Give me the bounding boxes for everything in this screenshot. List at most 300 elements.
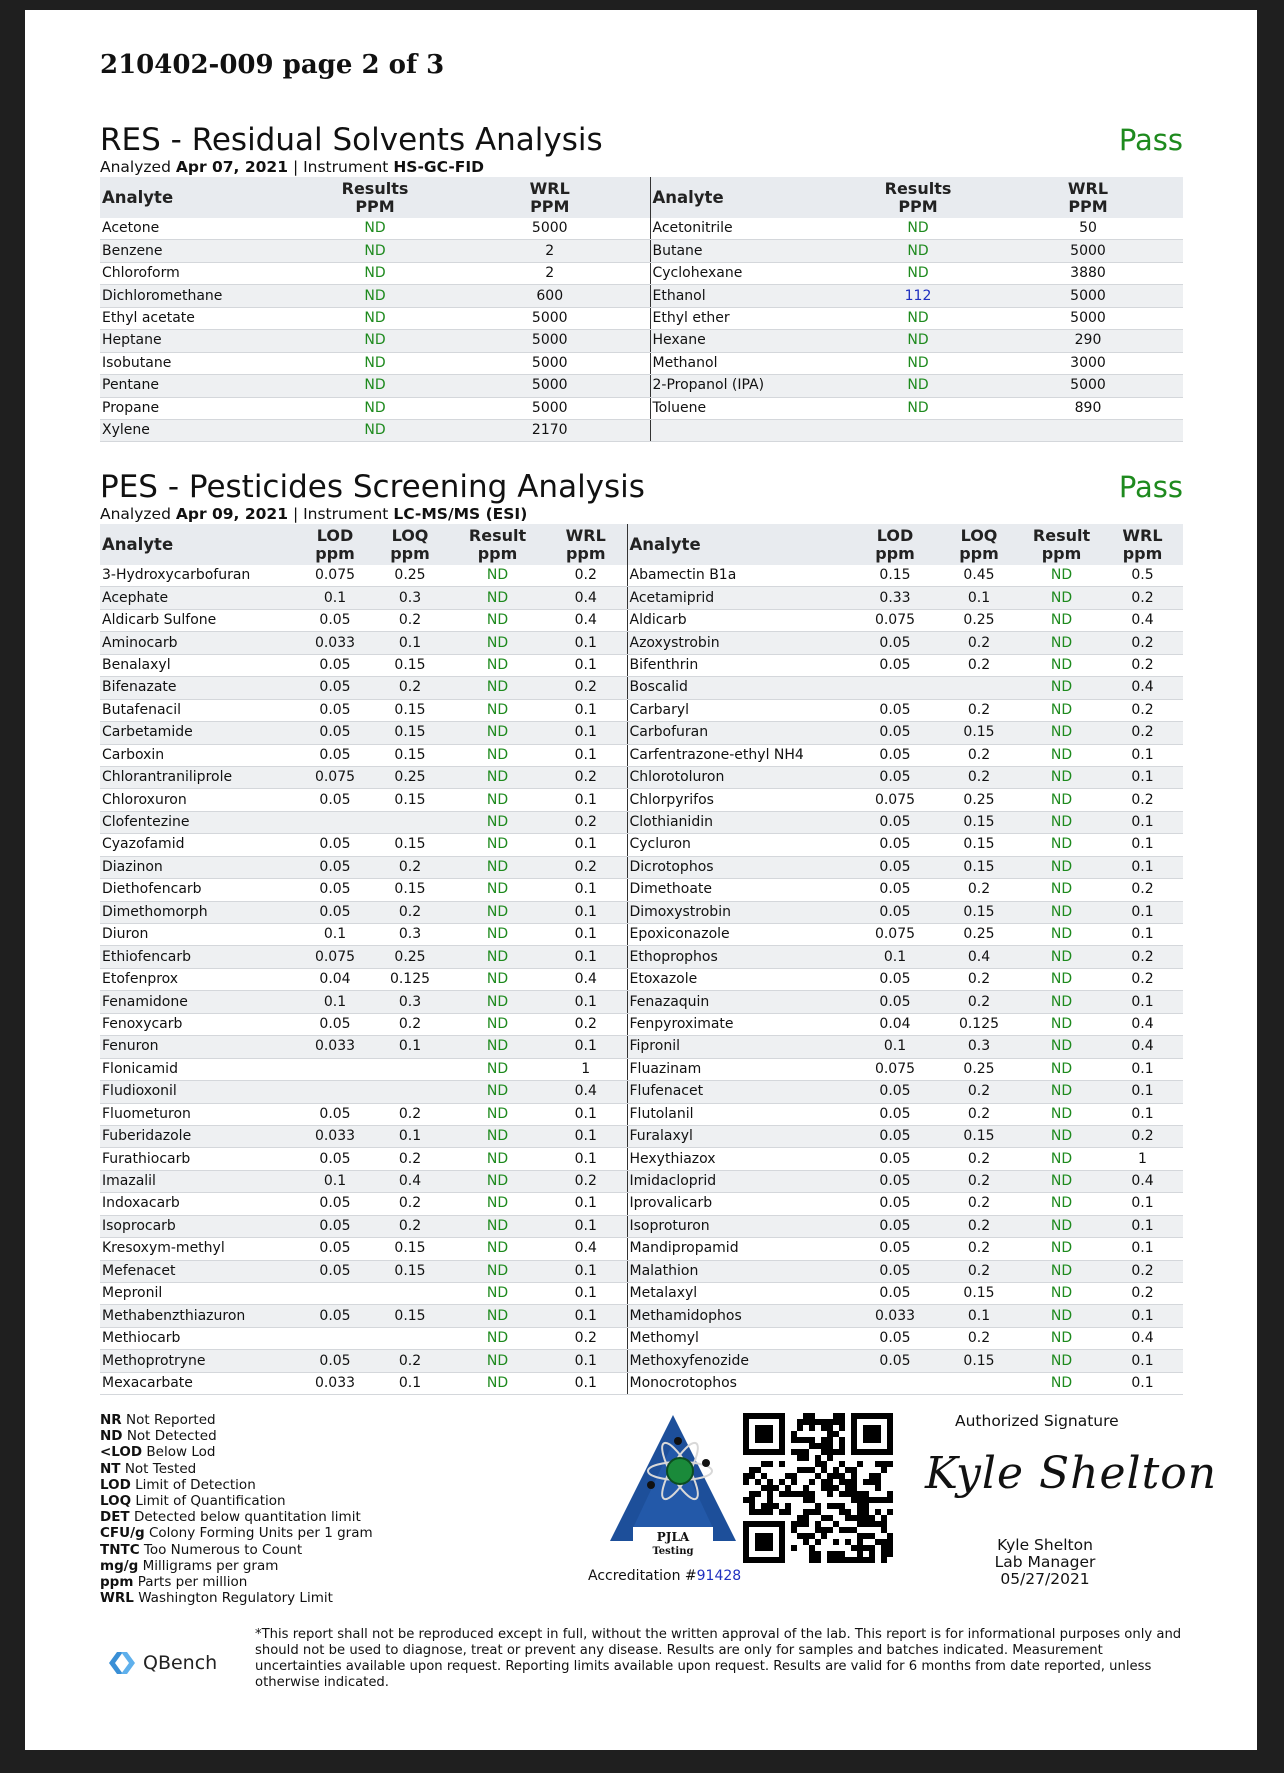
lod-value: 0.04: [300, 968, 370, 990]
loq-value: 0.2: [370, 901, 450, 923]
analyte-name: Methanol: [650, 352, 843, 374]
legend-definition: Not Reported: [126, 1412, 216, 1428]
wrl-value: 5000: [993, 307, 1183, 329]
wrl-value: 0.4: [1102, 1170, 1183, 1192]
wrl-value: 0.1: [1102, 766, 1183, 788]
res-analyzed-label: Analyzed: [100, 158, 171, 176]
result-value: ND: [843, 218, 993, 240]
loq-value: 0.2: [370, 609, 450, 631]
analyte-name: Etofenprox: [100, 968, 300, 990]
lod-value: 0.05: [300, 901, 370, 923]
loq-value: 0.4: [370, 1170, 450, 1192]
pes-header-result: Result ppm: [450, 524, 545, 565]
loq-value: 0.25: [937, 1058, 1021, 1080]
analyte-name: Boscalid: [627, 677, 853, 699]
pes-table-row: [100, 1283, 1183, 1305]
res-table-row: [100, 307, 1183, 329]
analyte-name: Methamidophos: [627, 1305, 853, 1327]
pes-table-body: [100, 565, 1183, 1395]
legend-abbreviation: ND: [100, 1428, 123, 1445]
lod-value: 0.05: [853, 1327, 937, 1349]
wrl-value: 0.2: [545, 1170, 627, 1192]
loq-value: 0.15: [370, 744, 450, 766]
analyte-name: Ethoprophos: [627, 946, 853, 968]
wrl-value: 0.1: [1102, 1215, 1183, 1237]
result-value: ND: [1021, 1013, 1102, 1035]
pes-analyzed-label: Analyzed: [100, 505, 171, 523]
analyte-name: Dichloromethane: [100, 285, 300, 307]
analyte-name: Propane: [100, 397, 300, 419]
legend-abbreviation: ppm: [100, 1574, 134, 1591]
lod-value: 0.05: [300, 834, 370, 856]
result-value: ND: [843, 330, 993, 352]
legend-definition: Colony Forming Units per 1 gram: [148, 1525, 373, 1542]
wrl-value: 3880: [993, 262, 1183, 284]
analyte-name: Fenuron: [100, 1036, 300, 1058]
lod-value: 0.05: [853, 1215, 937, 1237]
analyte-name: Acetamiprid: [627, 587, 853, 609]
lod-value: 0.05: [853, 1081, 937, 1103]
lod-value: 0.05: [853, 766, 937, 788]
result-value: ND: [1021, 587, 1102, 609]
wrl-value: 0.1: [545, 1350, 627, 1372]
lod-value: 0.15: [853, 565, 937, 587]
wrl-value: 0.1: [545, 632, 627, 654]
legend-definition: Not Tested: [124, 1460, 197, 1477]
analyte-name: Methoxyfenozide: [627, 1350, 853, 1372]
analyte-name: Benalaxyl: [100, 654, 300, 676]
res-section-title: RES - Residual Solvents Analysis: [100, 122, 603, 158]
wrl-value: 0.2: [1102, 587, 1183, 609]
wrl-value: 0.1: [545, 879, 627, 901]
analyte-name: Mepronil: [100, 1283, 300, 1305]
lod-value: 0.1: [300, 991, 370, 1013]
wrl-value: 5000: [993, 240, 1183, 262]
analyte-name: Mefenacet: [100, 1260, 300, 1282]
legend-definition: Limit of Detection: [135, 1476, 256, 1493]
pjla-logo-text: PJLA: [656, 1530, 690, 1544]
result-value: ND: [450, 1305, 545, 1327]
signer-role: Lab Manager: [994, 1553, 1096, 1571]
pes-table-row: [100, 968, 1183, 990]
loq-value: 0.2: [370, 1215, 450, 1237]
wrl-value: 0.1: [545, 789, 627, 811]
analyte-name: Bifenthrin: [627, 654, 853, 676]
res-header-results: Results PPM: [300, 177, 450, 218]
analyte-name: Hexythiazox: [627, 1148, 853, 1170]
analyte-name: Ethiofencarb: [100, 946, 300, 968]
result-value: ND: [450, 609, 545, 631]
res-table: [100, 177, 1183, 442]
lod-value: [300, 1283, 370, 1305]
wrl-value: 0.4: [1102, 1327, 1183, 1349]
result-value: ND: [1021, 1327, 1102, 1349]
pes-table-row: [100, 1081, 1183, 1103]
wrl-value: 0.1: [545, 1036, 627, 1058]
result-value: ND: [1021, 968, 1102, 990]
result-value: ND: [1021, 1238, 1102, 1260]
loq-value: 0.3: [370, 924, 450, 946]
analyte-name: Carfentrazone-ethyl NH4: [627, 744, 853, 766]
wrl-value: 0.1: [545, 654, 627, 676]
analyte-name: Chloroform: [100, 262, 300, 284]
loq-value: 0.125: [937, 1013, 1021, 1035]
result-value: ND: [300, 218, 450, 240]
signature-date: 05/27/2021: [1000, 1570, 1090, 1588]
pes-table-row: [100, 1125, 1183, 1147]
analyte-name: Kresoxym-methyl: [100, 1238, 300, 1260]
report-title: 210402-009 page 2 of 3: [100, 50, 445, 80]
result-value: ND: [1021, 856, 1102, 878]
loq-value: 0.2: [937, 1170, 1021, 1192]
analyte-name: Monocrotophos: [627, 1372, 853, 1394]
legend-abbreviation: DET: [100, 1509, 130, 1526]
loq-value: 0.2: [937, 1193, 1021, 1215]
loq-value: 0.2: [937, 1215, 1021, 1237]
lod-value: 0.05: [300, 1215, 370, 1237]
legend-item: [100, 1590, 373, 1606]
wrl-value: 0.2: [1102, 699, 1183, 721]
pes-table-row: [100, 1103, 1183, 1125]
analyte-name: Xylene: [100, 419, 300, 441]
analyte-name: Methomyl: [627, 1327, 853, 1349]
wrl-value: 0.4: [545, 1238, 627, 1260]
loq-value: [370, 1058, 450, 1080]
analyte-name: Ethanol: [650, 285, 843, 307]
disclaimer-text: *This report shall not be reproduced except in full, without the written approval of the lab. This report is for informational purposes only and should not be used to diagnose, treat or prevent any disease. Results are only for samples and batches indicated. Measurement uncertainties available upon request. Reporting limits available upon request. Results are valid for 6 months from date reported, unless otherwise indicated.: [255, 1627, 1182, 1690]
analyte-name: Furalaxyl: [627, 1125, 853, 1147]
result-value: ND: [843, 262, 993, 284]
legend-abbreviation: NR: [100, 1412, 122, 1428]
analyte-name: Diethofencarb: [100, 879, 300, 901]
loq-value: 0.15: [370, 722, 450, 744]
result-value: ND: [1021, 1036, 1102, 1058]
loq-value: 0.15: [370, 1238, 450, 1260]
wrl-value: 0.1: [545, 699, 627, 721]
wrl-value: 0.1: [1102, 1058, 1183, 1080]
loq-value: 0.1: [370, 1036, 450, 1058]
result-value: ND: [450, 1350, 545, 1372]
analyte-name: Chlorotoluron: [627, 766, 853, 788]
result-value: ND: [450, 789, 545, 811]
pes-header-loq-right: LOQ ppm: [937, 524, 1021, 565]
pes-table-row: [100, 1215, 1183, 1237]
lod-value: 0.1: [300, 1170, 370, 1192]
qr-code[interactable]: [743, 1413, 893, 1563]
loq-value: 0.2: [937, 879, 1021, 901]
loq-value: 0.15: [937, 1283, 1021, 1305]
wrl-value: 5000: [450, 307, 650, 329]
res-table-row: [100, 330, 1183, 352]
analyte-name: Mandipropamid: [627, 1238, 853, 1260]
lod-value: 0.05: [300, 609, 370, 631]
loq-value: 0.2: [937, 1103, 1021, 1125]
loq-value: 0.2: [370, 1148, 450, 1170]
result-value: ND: [450, 677, 545, 699]
wrl-value: 2: [450, 262, 650, 284]
wrl-value: 5000: [993, 285, 1183, 307]
result-value: ND: [450, 1215, 545, 1237]
result-value: ND: [300, 307, 450, 329]
lod-value: 0.05: [300, 677, 370, 699]
analyte-name: Malathion: [627, 1260, 853, 1282]
result-value: ND: [1021, 1193, 1102, 1215]
result-value: ND: [1021, 901, 1102, 923]
result-value: ND: [1021, 766, 1102, 788]
analyte-name: Dimethoate: [627, 879, 853, 901]
lod-value: 0.05: [300, 722, 370, 744]
analyte-name: Iprovalicarb: [627, 1193, 853, 1215]
result-value: ND: [1021, 924, 1102, 946]
lod-value: 0.05: [853, 856, 937, 878]
analyte-name: 2-Propanol (IPA): [650, 375, 843, 397]
lod-value: [300, 1327, 370, 1349]
analyte-name: Aldicarb Sulfone: [100, 609, 300, 631]
pes-header-analyte-right: Analyte: [627, 524, 853, 565]
lod-value: 0.1: [300, 587, 370, 609]
result-value: ND: [1021, 789, 1102, 811]
pjla-logo-subtext: Testing: [652, 1546, 694, 1557]
loq-value: 0.25: [370, 565, 450, 587]
result-value: ND: [1021, 1215, 1102, 1237]
res-instrument: HS-GC-FID: [393, 158, 484, 176]
lod-value: 0.05: [300, 856, 370, 878]
res-table-row: [100, 218, 1183, 240]
pes-table-row: [100, 1350, 1183, 1372]
result-value: ND: [1021, 879, 1102, 901]
res-table-row: [100, 419, 1183, 441]
result-value: ND: [450, 1260, 545, 1282]
res-table-row: [100, 240, 1183, 262]
legend-item: [100, 1525, 373, 1541]
accreditation-number: Accreditation #91428: [588, 1568, 742, 1584]
pes-table-row: [100, 811, 1183, 833]
analyte-name: Cyazofamid: [100, 834, 300, 856]
result-value: ND: [450, 722, 545, 744]
analyte-name: Fipronil: [627, 1036, 853, 1058]
analyte-name: [650, 419, 843, 441]
signer-name: Kyle Shelton: [997, 1536, 1093, 1554]
pes-table-row: [100, 1238, 1183, 1260]
lod-value: 0.05: [853, 811, 937, 833]
loq-value: 0.15: [370, 834, 450, 856]
pes-table-row: [100, 1372, 1183, 1394]
res-table-row: [100, 375, 1183, 397]
wrl-value: 0.1: [545, 1260, 627, 1282]
pes-table-row: [100, 609, 1183, 631]
pes-table-row: [100, 1058, 1183, 1080]
lod-value: 0.05: [853, 879, 937, 901]
pes-table-row: [100, 856, 1183, 878]
analyte-name: Cyclohexane: [650, 262, 843, 284]
analyte-name: Imidacloprid: [627, 1170, 853, 1192]
wrl-value: [993, 419, 1183, 441]
wrl-value: 0.2: [545, 1327, 627, 1349]
wrl-value: 0.1: [545, 1283, 627, 1305]
qbench-logo: [107, 1650, 217, 1676]
lod-value: [300, 1081, 370, 1103]
result-value: ND: [450, 924, 545, 946]
analyte-name: Carboxin: [100, 744, 300, 766]
result-value: ND: [450, 1036, 545, 1058]
pes-table-row: [100, 1036, 1183, 1058]
result-value: ND: [1021, 991, 1102, 1013]
lod-value: [853, 677, 937, 699]
lod-value: 0.05: [300, 1350, 370, 1372]
result-value: ND: [450, 632, 545, 654]
result-value: ND: [450, 1103, 545, 1125]
wrl-value: 0.1: [1102, 744, 1183, 766]
analyte-name: 3-Hydroxycarbofuran: [100, 565, 300, 587]
analyte-name: Fenoxycarb: [100, 1013, 300, 1035]
lod-value: 0.05: [853, 901, 937, 923]
result-value: ND: [300, 240, 450, 262]
loq-value: 0.2: [370, 1193, 450, 1215]
pes-table-row: [100, 722, 1183, 744]
analyte-name: Dimoxystrobin: [627, 901, 853, 923]
loq-value: 0.3: [937, 1036, 1021, 1058]
lod-value: 0.05: [300, 1148, 370, 1170]
pes-table-row: [100, 901, 1183, 923]
res-pass-status: Pass: [1118, 123, 1183, 157]
lod-value: 0.05: [300, 789, 370, 811]
res-table-row: [100, 262, 1183, 284]
wrl-value: 0.1: [545, 1215, 627, 1237]
wrl-value: 3000: [993, 352, 1183, 374]
wrl-value: 50: [993, 218, 1183, 240]
lod-value: 0.033: [300, 1125, 370, 1147]
legend-abbreviation: LOQ: [100, 1493, 132, 1510]
wrl-value: 0.1: [1102, 901, 1183, 923]
analyte-name: Butane: [650, 240, 843, 262]
wrl-value: 0.1: [545, 1305, 627, 1327]
result-value: ND: [1021, 1148, 1102, 1170]
result-value: ND: [1021, 1058, 1102, 1080]
legend-item: [100, 1412, 373, 1428]
analyte-name: Flutolanil: [627, 1103, 853, 1125]
result-value: ND: [843, 397, 993, 419]
lod-value: 0.05: [853, 722, 937, 744]
analyte-name: Bifenazate: [100, 677, 300, 699]
lod-value: 0.033: [300, 632, 370, 654]
res-table-header: [100, 177, 1183, 218]
wrl-value: 2: [450, 240, 650, 262]
result-value: ND: [450, 699, 545, 721]
result-value: ND: [450, 1283, 545, 1305]
lod-value: 0.05: [853, 1238, 937, 1260]
lod-value: 0.05: [853, 1350, 937, 1372]
result-value: ND: [450, 1238, 545, 1260]
loq-value: 0.15: [370, 699, 450, 721]
result-value: ND: [1021, 1372, 1102, 1394]
legend-abbreviation: <LOD: [100, 1444, 143, 1461]
pes-table-row: [100, 1260, 1183, 1282]
wrl-value: 0.1: [545, 1125, 627, 1147]
loq-value: 0.2: [937, 654, 1021, 676]
legend-item: [100, 1558, 373, 1574]
result-value: ND: [450, 991, 545, 1013]
loq-value: 0.2: [370, 1350, 450, 1372]
wrl-value: 1: [545, 1058, 627, 1080]
wrl-value: 0.1: [1102, 1238, 1183, 1260]
loq-value: 0.2: [370, 1103, 450, 1125]
loq-value: 0.1: [370, 1125, 450, 1147]
wrl-value: 0.1: [545, 744, 627, 766]
loq-value: 0.4: [937, 946, 1021, 968]
wrl-value: 0.1: [1102, 1305, 1183, 1327]
wrl-value: 0.1: [1102, 1193, 1183, 1215]
result-value: ND: [300, 419, 450, 441]
result-value: ND: [450, 879, 545, 901]
wrl-value: 0.1: [545, 1372, 627, 1394]
lod-value: 0.05: [300, 1193, 370, 1215]
res-header-analyte: Analyte: [100, 177, 300, 218]
analyte-name: Carbofuran: [627, 722, 853, 744]
result-value: ND: [1021, 677, 1102, 699]
wrl-value: 0.2: [1102, 879, 1183, 901]
loq-value: 0.1: [370, 1372, 450, 1394]
wrl-value: 0.2: [1102, 968, 1183, 990]
loq-value: 0.1: [937, 1305, 1021, 1327]
loq-value: 0.2: [370, 677, 450, 699]
legend-abbreviation: WRL: [100, 1590, 134, 1607]
abbreviation-legend: [100, 1412, 373, 1606]
lod-value: 0.05: [853, 968, 937, 990]
analyte-name: Isoproturon: [627, 1215, 853, 1237]
res-table-body: [100, 218, 1183, 442]
legend-item: [100, 1428, 373, 1444]
res-header-wrl: WRL PPM: [450, 177, 650, 218]
analyte-name: Chlorpyrifos: [627, 789, 853, 811]
legend-definition: Too Numerous to Count: [143, 1541, 303, 1558]
loq-value: 0.25: [370, 946, 450, 968]
pes-table-header: [100, 524, 1183, 565]
qbench-icon: [107, 1650, 137, 1676]
result-value: ND: [450, 1058, 545, 1080]
res-header-results-right: Results PPM: [843, 177, 993, 218]
handwritten-signature: Kyle Shelton: [925, 1448, 1218, 1499]
legend-abbreviation: LOD: [100, 1476, 131, 1493]
result-value: ND: [450, 968, 545, 990]
wrl-value: 0.2: [545, 565, 627, 587]
analyte-name: Dicrotophos: [627, 856, 853, 878]
wrl-value: 0.2: [1102, 946, 1183, 968]
loq-value: 0.3: [370, 991, 450, 1013]
result-value: ND: [1021, 1125, 1102, 1147]
analyte-name: Imazalil: [100, 1170, 300, 1192]
wrl-value: 0.1: [545, 1103, 627, 1125]
legend-item: [100, 1542, 373, 1558]
wrl-value: 0.2: [1102, 632, 1183, 654]
loq-value: 0.15: [370, 1305, 450, 1327]
pes-table-row: [100, 1013, 1183, 1035]
loq-value: 0.2: [937, 1081, 1021, 1103]
wrl-value: 0.1: [1102, 834, 1183, 856]
lod-value: 0.05: [300, 1238, 370, 1260]
pes-table-row: [100, 1148, 1183, 1170]
pes-table-row: [100, 946, 1183, 968]
analyte-name: Mexacarbate: [100, 1372, 300, 1394]
legend-item: [100, 1477, 373, 1493]
pes-table-row: [100, 924, 1183, 946]
result-value: ND: [450, 766, 545, 788]
analyte-name: Methiocarb: [100, 1327, 300, 1349]
res-table-row: [100, 397, 1183, 419]
legend-definition: Detected below quantitation limit: [133, 1509, 361, 1526]
lod-value: 0.05: [300, 1260, 370, 1282]
legend-definition: Limit of Quantification: [135, 1493, 286, 1510]
wrl-value: 0.4: [1102, 609, 1183, 631]
